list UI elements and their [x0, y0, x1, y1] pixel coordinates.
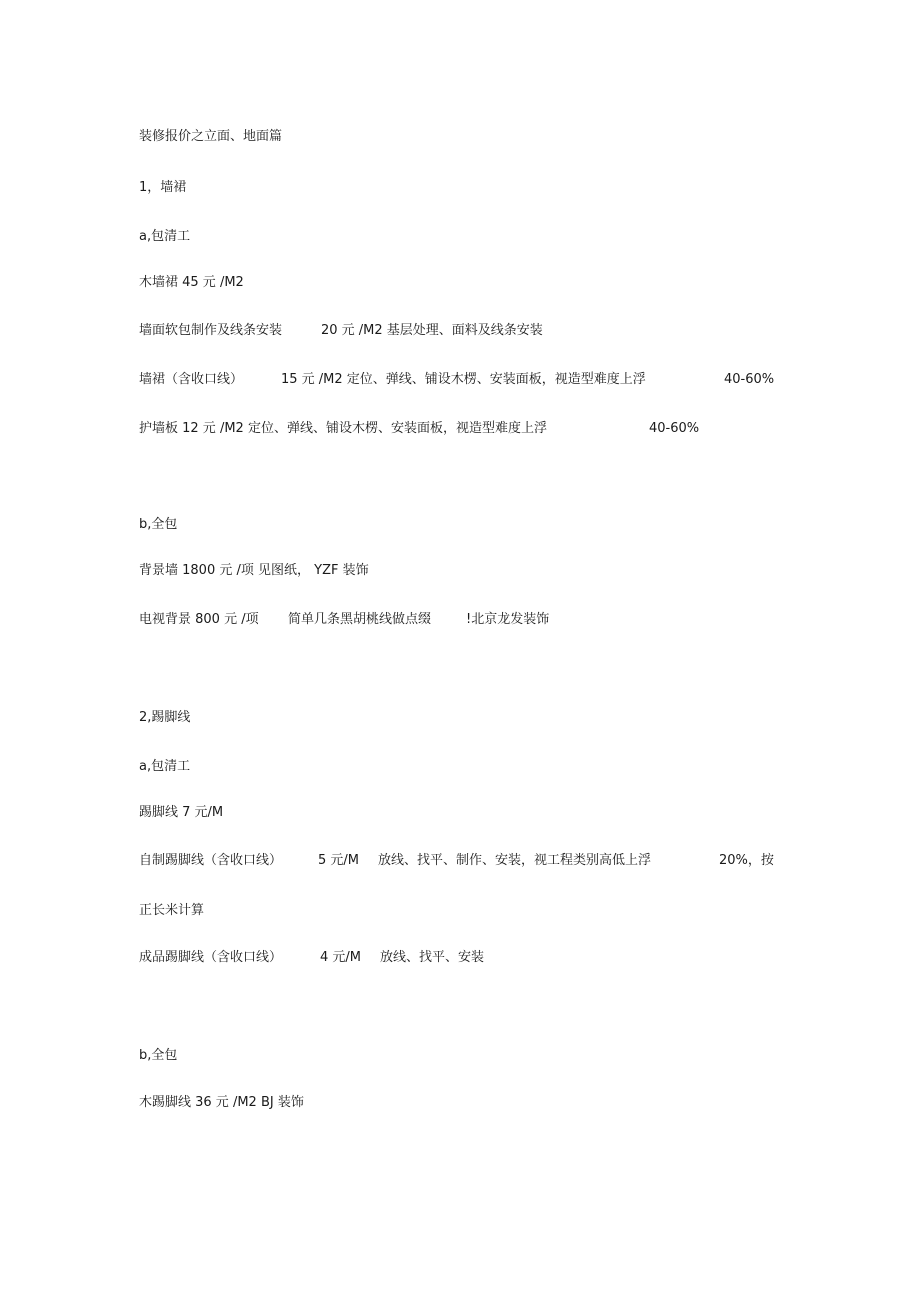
item-name-price-description: 护墙板 12 元 /M2 定位、弹线、铺设木楞、安装面板，视造型难度上浮 [139, 421, 547, 436]
price-line-wall-guard-panel [139, 421, 739, 437]
subsection-heading-labor-only: a,包清工 [139, 229, 191, 244]
price-line-soft-wall-panel [139, 323, 799, 339]
price-line-wood-wainscot: 木墙裙 45 元 /M2 [139, 275, 244, 290]
item-price: 5 元/M [318, 853, 359, 868]
price-line-custom-skirting [139, 853, 799, 869]
item-description: 简单几条黑胡桃线做点缀 [288, 612, 432, 627]
item-name: 墙裙（含收口线） [139, 372, 244, 387]
item-vendor: !北京龙发装饰 [466, 612, 550, 627]
price-line-prefab-skirting [139, 950, 519, 966]
price-line-wood-skirting: 木踢脚线 36 元 /M2 BJ 装饰 [139, 1095, 304, 1110]
item-name: 成品踢脚线（含收口线） [139, 950, 283, 965]
price-line-tv-backdrop [139, 612, 599, 628]
price-line-wainscot-with-trim [139, 372, 799, 388]
item-name-price: 电视背景 800 元 /项 [139, 612, 259, 627]
price-line-feature-wall: 背景墙 1800 元 /项 见图纸， YZF 装饰 [139, 563, 369, 578]
item-description: 放线、找平、制作、安装，视工程类别高低上浮 [378, 853, 652, 868]
document-title: 装修报价之立面、地面篇 [139, 129, 283, 144]
item-markup: 40-60% [649, 421, 700, 436]
item-name: 墙面软包制作及线条安装 [139, 323, 283, 338]
section-heading-wainscot: 1，墙裙 [139, 180, 187, 195]
item-price: 4 元/M [320, 950, 361, 965]
item-price-description: 15 元 /M2 定位、弹线、铺设木楞、安装面板，视造型难度上浮 [281, 372, 646, 387]
section-heading-skirting: 2,踢脚线 [139, 710, 191, 725]
item-description: 放线、找平、安装 [380, 950, 485, 965]
price-line-skirting: 踢脚线 7 元/M [139, 805, 224, 820]
item-markup: 20%，按 [719, 853, 774, 868]
item-markup: 40-60% [724, 372, 775, 387]
subsection-heading-all-inclusive: b,全包 [139, 1048, 178, 1063]
item-price-description: 20 元 /M2 基层处理、面料及线条安装 [321, 323, 543, 338]
subsection-heading-all-inclusive: b,全包 [139, 517, 178, 532]
subsection-heading-labor-only: a,包清工 [139, 759, 191, 774]
price-line-custom-skirting-continued: 正长米计算 [139, 903, 205, 918]
item-name: 自制踢脚线（含收口线） [139, 853, 283, 868]
